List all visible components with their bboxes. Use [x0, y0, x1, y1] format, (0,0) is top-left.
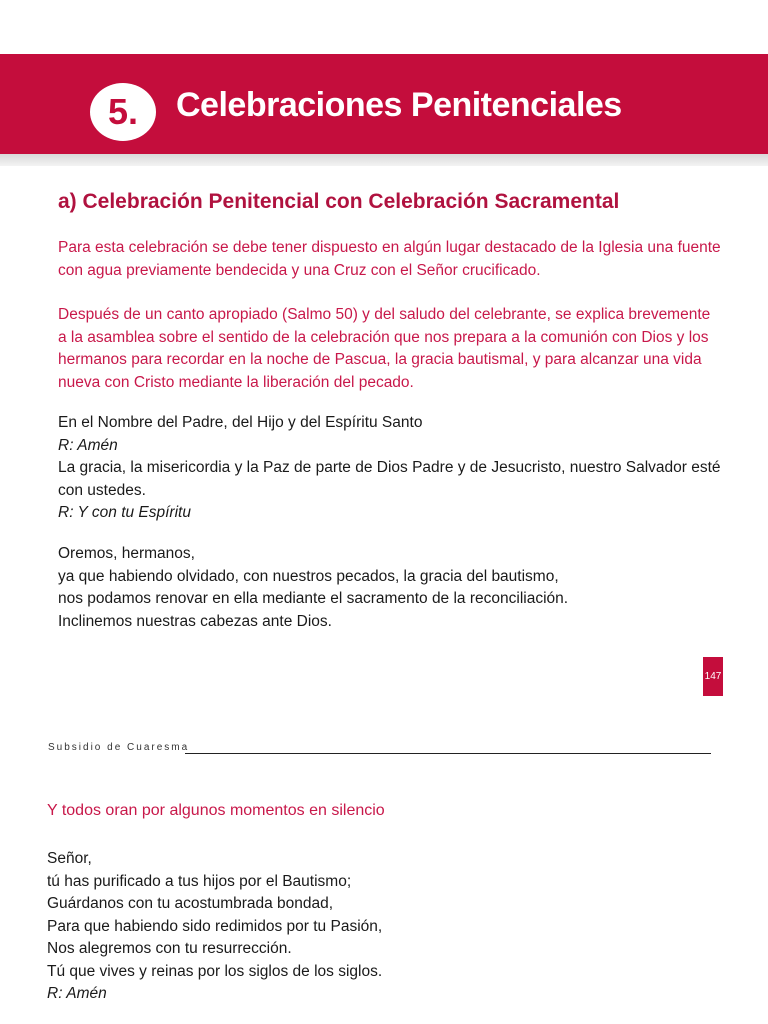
- section-title: a) Celebración Penitencial con Celebración Sacramental: [58, 190, 620, 213]
- chapter-title: Celebraciones Penitenciales: [176, 86, 622, 124]
- response-line: R: Amén: [58, 436, 118, 454]
- text-line: con agua previamente bendecida y una Cruz con el Señor crucificado.: [58, 261, 541, 279]
- oremos-paragraph: [58, 543, 728, 633]
- rite-line: En el Nombre del Padre, del Hijo y del Espíritu Santo: [58, 414, 423, 431]
- rite-greeting: [58, 412, 728, 525]
- intro-paragraph-1: [58, 237, 728, 282]
- intro-paragraph-2: [58, 304, 728, 394]
- silence-instruction: Y todos oran por algunos momentos en silencio: [47, 802, 385, 819]
- text-line: a la asamblea sobre el sentido de la celebración que nos prepara a la comunión con Dios y los: [58, 328, 709, 346]
- chapter-number-badge: [90, 83, 156, 141]
- text-line: Oremos, hermanos,: [58, 545, 195, 562]
- page-number-tab: [703, 657, 723, 696]
- text-line: Inclinemos nuestras cabezas ante Dios.: [58, 612, 332, 630]
- text-line: Después de un canto apropiado (Salmo 50) y del saludo del celebrante, se explica brevemente: [58, 306, 711, 323]
- text-line: Para esta celebración se debe tener dispuesto en algún lugar destacado de la Iglesia una fuente: [58, 239, 721, 256]
- text-line: ya que habiendo olvidado, con nuestros pecados, la gracia del bautismo,: [58, 567, 559, 585]
- prayer-line: Nos alegremos con tu resurrección.: [47, 940, 292, 957]
- text-line: nos podamos renovar en ella mediante el sacramento de la reconciliación.: [58, 590, 569, 607]
- response-line: R: Y con tu Espíritu: [58, 504, 191, 521]
- rite-line: La gracia, la misericordia y la Paz de parte de Dios Padre y de Jesucristo, nuestro Salvador esté: [58, 459, 721, 476]
- closing-prayer: [47, 848, 727, 1006]
- text-line: nueva con Cristo mediante la liberación del pecado.: [58, 373, 414, 391]
- rite-line: con ustedes.: [58, 481, 146, 499]
- prayer-line: Señor,: [47, 850, 92, 867]
- prayer-line: Guárdanos con tu acostumbrada bondad,: [47, 895, 334, 912]
- prayer-line: tú has purificado a tus hijos por el Bautismo;: [47, 872, 352, 890]
- response-line: R: Amén: [47, 985, 107, 1002]
- prayer-line: Tú que vives y reinas por los siglos de los siglos.: [47, 962, 383, 980]
- chapter-number: 5.: [107, 91, 139, 132]
- text-line: hermanos para recordar en la noche de Pascua, la gracia bautismal, y para alcanzar una vida: [58, 351, 702, 368]
- header-shadow: [0, 154, 768, 166]
- footer-label: Subsidio de Cuaresma: [48, 742, 190, 753]
- page-number: 147: [704, 671, 722, 682]
- prayer-line: Para que habiendo sido redimidos por tu Pasión,: [47, 917, 383, 935]
- footer-rule: [185, 753, 711, 754]
